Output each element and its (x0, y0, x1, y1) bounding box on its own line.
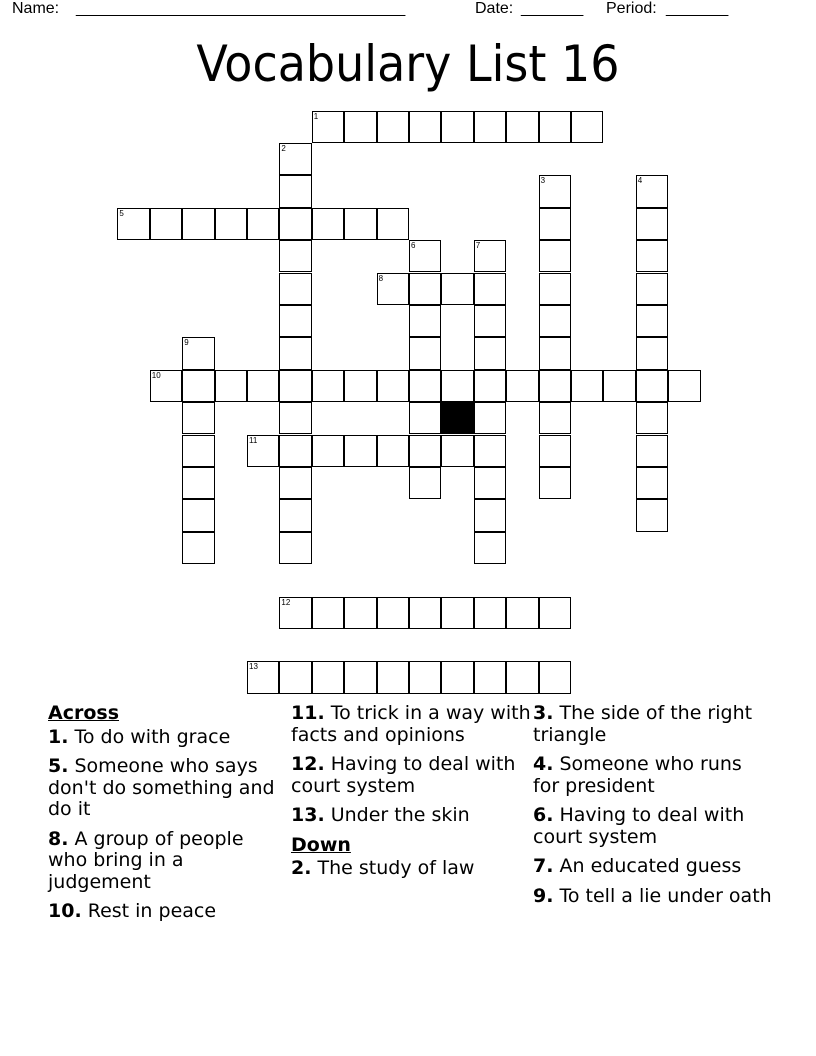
clue-item (533, 754, 773, 797)
answer-cell[interactable] (279, 143, 311, 175)
answer-cell[interactable] (247, 208, 279, 240)
clue-item (291, 805, 531, 827)
answer-cell[interactable] (344, 208, 376, 240)
answer-cell[interactable] (344, 111, 376, 143)
clue-number: 13 (249, 662, 258, 672)
answer-cell[interactable] (279, 273, 311, 305)
answer-cell[interactable] (539, 240, 571, 272)
answer-cell[interactable] (247, 435, 279, 467)
answer-cell[interactable] (409, 661, 441, 693)
answer-cell[interactable] (506, 661, 538, 693)
clue-text: To tell a lie under oath (559, 884, 772, 907)
clue-column-2 (291, 703, 531, 888)
answer-cell[interactable] (182, 402, 214, 434)
answer-cell[interactable] (474, 597, 506, 629)
answer-cell[interactable] (182, 499, 214, 531)
answer-cell[interactable] (603, 370, 635, 402)
answer-cell[interactable] (279, 240, 311, 272)
answer-cell[interactable] (539, 370, 571, 402)
answer-cell[interactable] (377, 435, 409, 467)
answer-cell[interactable] (279, 532, 311, 564)
answer-cell[interactable] (474, 435, 506, 467)
clue-column-3 (533, 703, 773, 915)
answer-cell[interactable] (506, 111, 538, 143)
answer-cell[interactable] (409, 370, 441, 402)
clue-item (291, 703, 531, 746)
answer-cell[interactable] (539, 111, 571, 143)
answer-cell[interactable] (312, 370, 344, 402)
clue-text: To trick in a way with facts and opinions (291, 702, 531, 746)
clue-number-label: 12. (291, 753, 325, 775)
answer-cell[interactable] (344, 661, 376, 693)
answer-cell[interactable] (539, 597, 571, 629)
answer-cell[interactable] (474, 532, 506, 564)
answer-cell[interactable] (182, 337, 214, 369)
answer-cell[interactable] (377, 661, 409, 693)
answer-cell[interactable] (539, 435, 571, 467)
clue-number-label: 13. (291, 804, 325, 826)
answer-cell[interactable] (539, 175, 571, 207)
period-label: Period: (606, 0, 657, 17)
answer-cell[interactable] (409, 402, 441, 434)
clue-item (48, 901, 288, 923)
answer-cell[interactable] (344, 435, 376, 467)
answer-cell[interactable] (312, 597, 344, 629)
clue-number: 5 (119, 208, 124, 218)
clue-number-label: 3. (533, 702, 554, 724)
answer-cell[interactable] (636, 208, 668, 240)
clue-text: Someone who says don't do something and do it (48, 755, 275, 820)
clue-text: Having to deal with court system (533, 804, 745, 848)
clue-text: To do with grace (74, 725, 231, 748)
clue-text: The side of the right triangle (533, 702, 753, 746)
answer-cell[interactable] (636, 499, 668, 531)
clue-text: A group of people who bring in a judgement (48, 827, 244, 893)
answer-cell[interactable] (150, 370, 182, 402)
answer-cell[interactable] (182, 467, 214, 499)
clue-text: The study of law (317, 857, 475, 879)
clue-number: 10 (151, 370, 161, 380)
name-label: Name: (12, 0, 60, 17)
answer-cell[interactable] (409, 305, 441, 337)
answer-cell[interactable] (247, 370, 279, 402)
answer-cell[interactable] (377, 111, 409, 143)
period-field[interactable]: _______ (666, 0, 729, 17)
answer-cell[interactable] (474, 467, 506, 499)
clue-item (291, 858, 531, 880)
clue-number-label: 11. (291, 702, 325, 724)
answer-cell[interactable] (409, 111, 441, 143)
clue-text: Having to deal with court system (291, 753, 516, 797)
answer-cell[interactable] (441, 661, 473, 693)
answer-cell[interactable] (279, 337, 311, 369)
clue-number-label: 5. (48, 755, 69, 777)
clue-item (533, 886, 773, 908)
answer-cell[interactable] (279, 435, 311, 467)
answer-cell[interactable] (441, 111, 473, 143)
clue-number: 7 (475, 241, 481, 251)
clue-number: 1 (313, 111, 319, 121)
answer-cell[interactable] (441, 597, 473, 629)
answer-cell[interactable] (636, 305, 668, 337)
answer-cell[interactable] (377, 597, 409, 629)
answer-cell[interactable] (474, 273, 506, 305)
answer-cell[interactable] (539, 661, 571, 693)
answer-cell[interactable] (344, 370, 376, 402)
answer-cell[interactable] (312, 208, 344, 240)
clue-item (48, 756, 288, 821)
answer-cell[interactable] (636, 337, 668, 369)
answer-cell[interactable] (506, 597, 538, 629)
answer-cell[interactable] (539, 337, 571, 369)
answer-cell[interactable] (377, 273, 409, 305)
answer-cell[interactable] (409, 240, 441, 272)
clue-number: 11 (249, 435, 258, 445)
answer-cell[interactable] (474, 402, 506, 434)
clue-number-label: 8. (48, 827, 69, 850)
clue-number: 12 (281, 597, 291, 607)
answer-cell[interactable] (539, 305, 571, 337)
answer-cell[interactable] (636, 402, 668, 434)
clue-number: 9 (184, 338, 189, 348)
answer-cell[interactable] (377, 370, 409, 402)
clue-number: 8 (378, 273, 384, 283)
clue-text: Under the skin (330, 804, 470, 826)
answer-cell[interactable] (474, 337, 506, 369)
answer-cell[interactable] (636, 370, 668, 402)
answer-cell[interactable] (409, 273, 441, 305)
answer-cell[interactable] (636, 467, 668, 499)
answer-cell[interactable] (377, 208, 409, 240)
clue-item (291, 754, 531, 797)
answer-cell[interactable] (312, 435, 344, 467)
answer-cell[interactable] (441, 370, 473, 402)
answer-cell[interactable] (279, 208, 311, 240)
clue-number-label: 10. (48, 900, 82, 922)
answer-cell[interactable] (409, 337, 441, 369)
clue-number: 3 (540, 176, 546, 186)
clue-item (533, 856, 773, 878)
answer-cell[interactable] (182, 370, 214, 402)
answer-cell[interactable] (506, 370, 538, 402)
answer-cell[interactable] (571, 370, 603, 402)
clue-number: 2 (281, 143, 286, 153)
answer-cell[interactable] (636, 175, 668, 207)
clue-number-label: 4. (533, 753, 554, 775)
answer-cell[interactable] (279, 467, 311, 499)
answer-cell[interactable] (636, 240, 668, 272)
clue-number-label: 2. (291, 857, 312, 879)
clue-item (533, 805, 773, 848)
clue-column-1 (48, 703, 288, 931)
clue-text: Someone who runs for president (533, 753, 742, 797)
date-field[interactable]: _______ (521, 0, 584, 17)
answer-cell[interactable] (409, 435, 441, 467)
answer-cell[interactable] (150, 208, 182, 240)
answer-cell[interactable] (117, 208, 149, 240)
clue-number-label: 7. (533, 855, 554, 877)
answer-cell[interactable] (344, 597, 376, 629)
answer-cell[interactable] (312, 661, 344, 693)
page-title: Vocabulary List 16 (196, 35, 620, 93)
answer-cell[interactable] (279, 499, 311, 531)
answer-cell[interactable] (636, 435, 668, 467)
answer-cell[interactable] (182, 435, 214, 467)
answer-cell[interactable] (312, 111, 344, 143)
black-square (441, 402, 473, 434)
clue-number-label: 1. (48, 725, 69, 748)
answer-cell[interactable] (409, 467, 441, 499)
name-field[interactable]: _____________________________________ (76, 0, 406, 17)
answer-cell[interactable] (474, 305, 506, 337)
answer-cell[interactable] (279, 402, 311, 434)
answer-cell[interactable] (279, 370, 311, 402)
answer-cell[interactable] (668, 370, 700, 402)
clue-number: 6 (411, 241, 416, 251)
answer-cell[interactable] (474, 111, 506, 143)
clue-item (48, 727, 288, 749)
answer-cell[interactable] (636, 273, 668, 305)
answer-cell[interactable] (279, 175, 311, 207)
clue-text: An educated guess (559, 855, 742, 877)
date-label: Date: (475, 0, 514, 17)
answer-cell[interactable] (539, 273, 571, 305)
clue-text: Rest in peace (87, 900, 217, 922)
answer-cell[interactable] (182, 532, 214, 564)
answer-cell[interactable] (441, 435, 473, 467)
clue-item (533, 703, 773, 746)
answer-cell[interactable] (474, 499, 506, 531)
answer-cell[interactable] (279, 661, 311, 693)
answer-cell[interactable] (441, 273, 473, 305)
answer-cell[interactable] (215, 370, 247, 402)
clue-section-heading: Down (291, 833, 351, 856)
answer-cell[interactable] (215, 208, 247, 240)
answer-cell[interactable] (539, 208, 571, 240)
answer-cell[interactable] (571, 111, 603, 143)
answer-cell[interactable] (539, 402, 571, 434)
answer-cell[interactable] (539, 467, 571, 499)
clue-number: 4 (637, 176, 643, 186)
answer-cell[interactable] (474, 370, 506, 402)
answer-cell[interactable] (279, 305, 311, 337)
clue-number-label: 9. (533, 884, 554, 907)
clue-number-label: 6. (533, 804, 554, 826)
answer-cell[interactable] (409, 597, 441, 629)
clue-section-heading: Across (48, 702, 120, 724)
answer-cell[interactable] (474, 661, 506, 693)
answer-cell[interactable] (247, 661, 279, 693)
clue-item (48, 829, 288, 894)
answer-cell[interactable] (474, 240, 506, 272)
answer-cell[interactable] (182, 208, 214, 240)
answer-cell[interactable] (279, 597, 311, 629)
